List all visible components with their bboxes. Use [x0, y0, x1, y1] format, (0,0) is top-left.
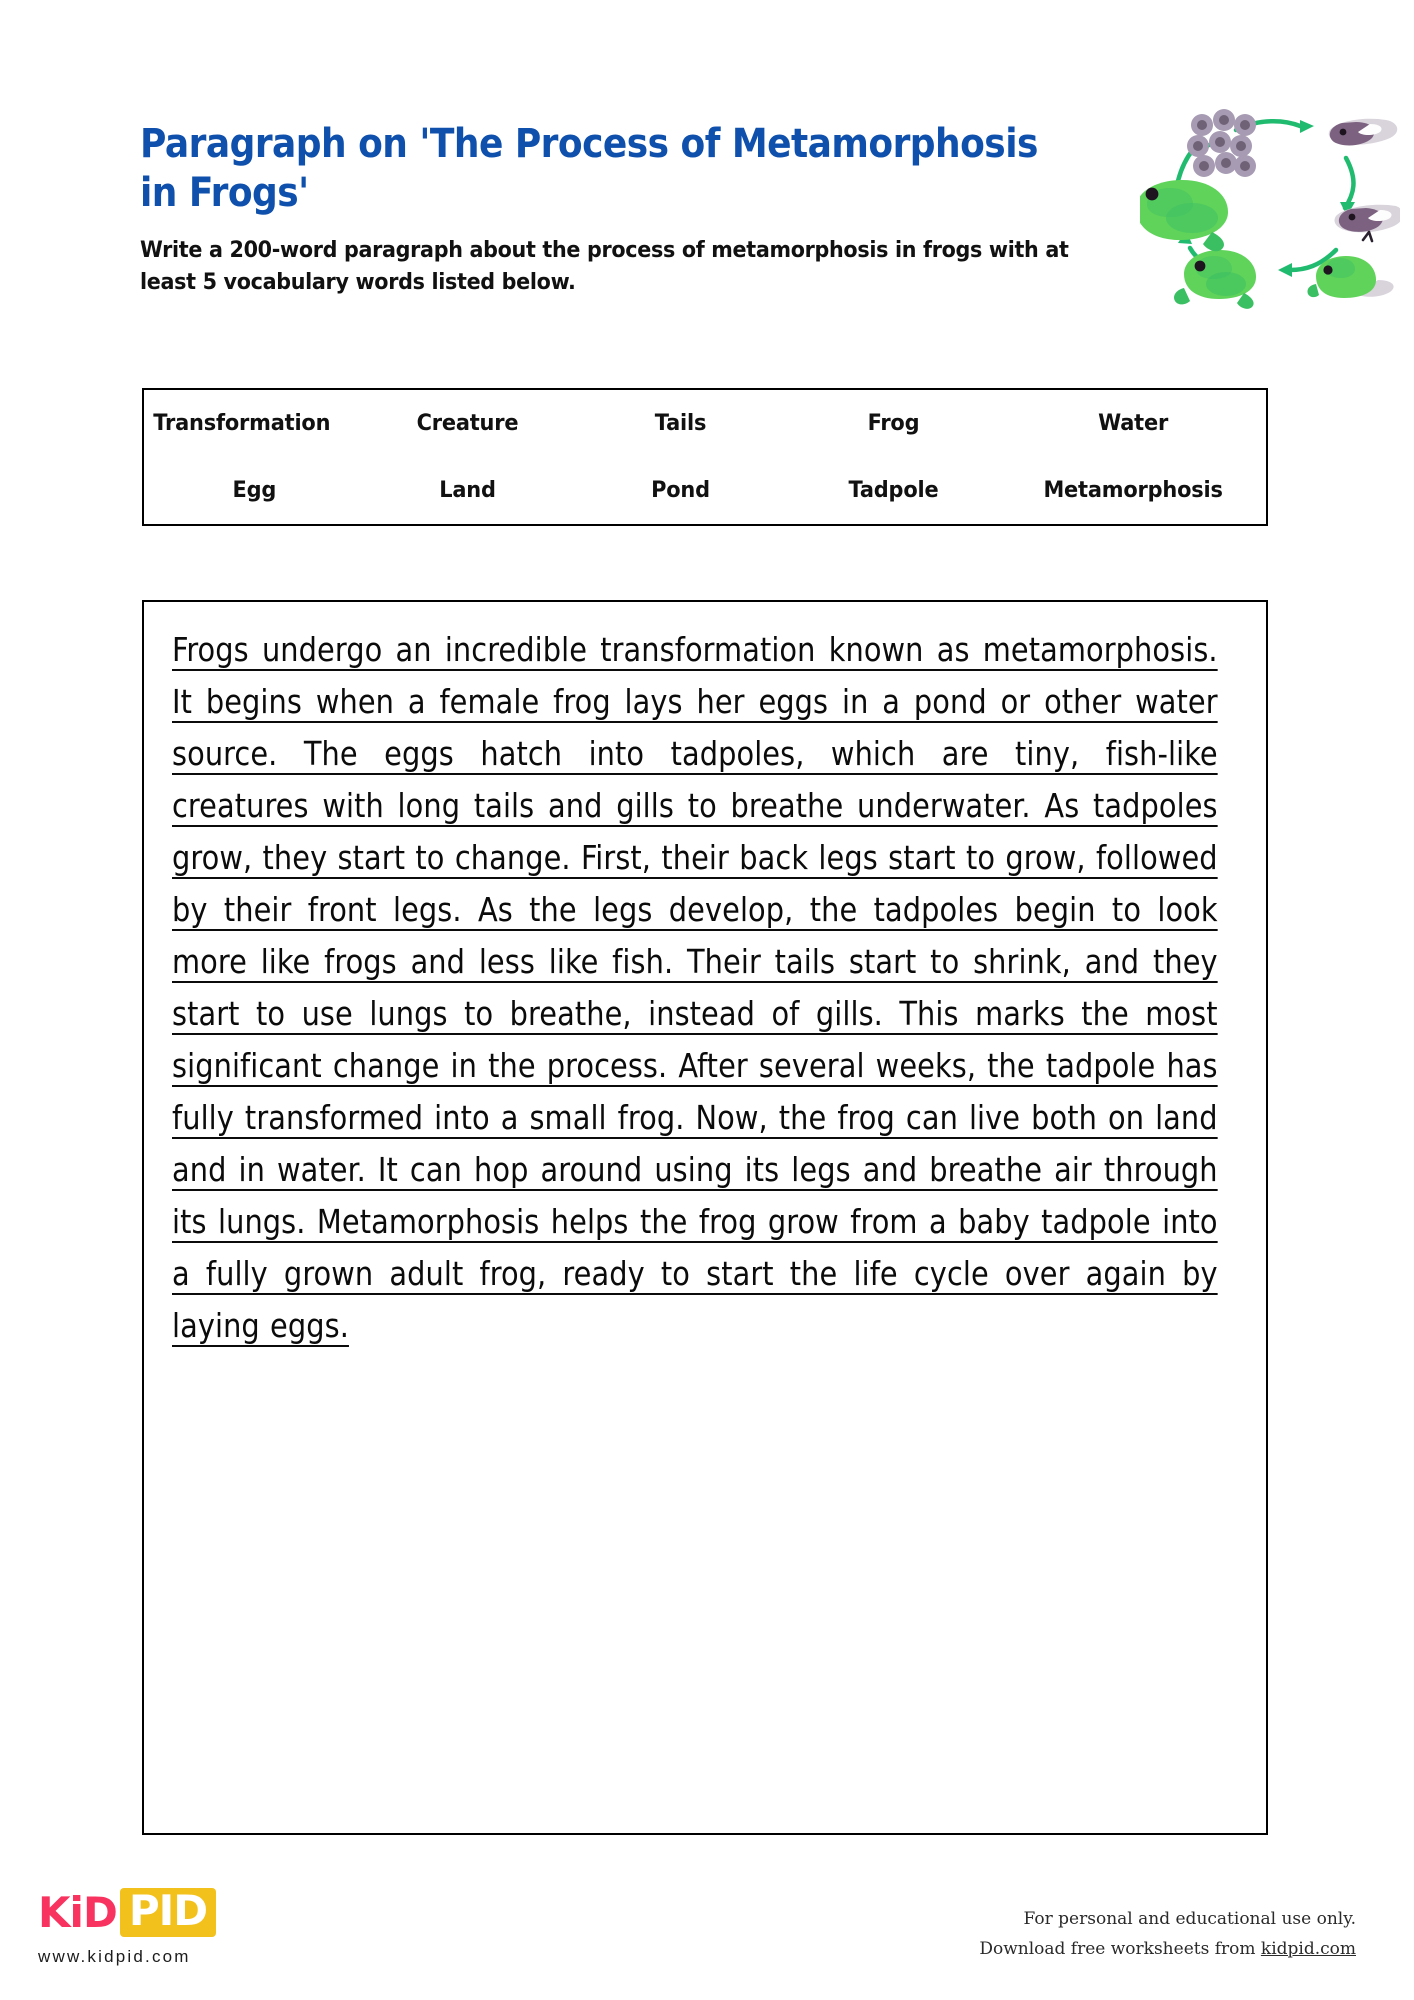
logo-website-url: www.kidpid.com [38, 1947, 191, 1966]
footer-note [979, 1905, 1356, 1965]
tadpole-icon [1329, 119, 1397, 146]
vocabulary-word: Tadpole [848, 478, 939, 503]
vocabulary-word: Creature [416, 411, 519, 436]
kidpid-link[interactable]: kidpid.com [1260, 1938, 1356, 1959]
vocabulary-word: Egg [232, 478, 277, 503]
vocabulary-word: Pond [650, 478, 710, 503]
frog-life-cycle-icon [1140, 98, 1400, 313]
young-frog-icon [1174, 250, 1256, 309]
vocabulary-word: Metamorphosis [1043, 478, 1223, 503]
answer-box[interactable] [142, 600, 1268, 1835]
vocabulary-row-2 [144, 457, 1266, 524]
vocabulary-word: Tails [654, 411, 707, 436]
footer-note-prefix: Download free worksheets from [979, 1938, 1261, 1959]
answer-paragraph[interactable]: Frogs undergo an incredible transformation known as metamorphosis. It begins when a female frog lays her eggs in a pond or other water source. The eggs hatch into tadpoles, which are tiny, fish-like creatures with long tails and gills to breathe underwater. As tadpoles grow, they start to change. First, their back legs start to grow, followed by their front legs. As the legs develop, the tadpoles begin to look more like frogs and less like fish. Their tails start to shrink, and they start to use lungs to breathe, instead of gills. This marks the most significant change in the process. After several weeks, the tadpole has fully transformed into a small frog. Now, the frog can live both on land and in water. It can hop around using its legs and breathe air through its lungs. Metamorphosis helps the frog grow from a baby tadpole into a fully grown adult frog, ready to start the life cycle over again by laying eggs. [172, 630, 1218, 1345]
logo-kid-text: KiD [38, 1887, 117, 1937]
logo-pid-text: PID [120, 1888, 216, 1937]
page-title: Paragraph on 'The Process of Metamorphosis in Frogs' [140, 121, 1038, 216]
frog-eggs-icon [1187, 109, 1256, 177]
worksheet-header [140, 120, 1180, 299]
vocabulary-word: Transformation [153, 411, 331, 436]
footer-note-line-2 [979, 1935, 1356, 1965]
vocabulary-word: Water [1097, 411, 1168, 436]
instruction-text: Write a 200-word paragraph about the process of metamorphosis in frogs with at least 5 vocabulary words listed below. [140, 236, 1069, 296]
vocabulary-box [142, 388, 1268, 526]
footer-note-line-1: For personal and educational use only. [1023, 1909, 1356, 1929]
kidpid-logo [38, 1888, 338, 1967]
vocabulary-word: Land [439, 478, 496, 503]
logo-wordmark [38, 1888, 338, 1937]
vocabulary-row-1 [144, 390, 1266, 457]
vocabulary-word: Frog [867, 411, 920, 436]
